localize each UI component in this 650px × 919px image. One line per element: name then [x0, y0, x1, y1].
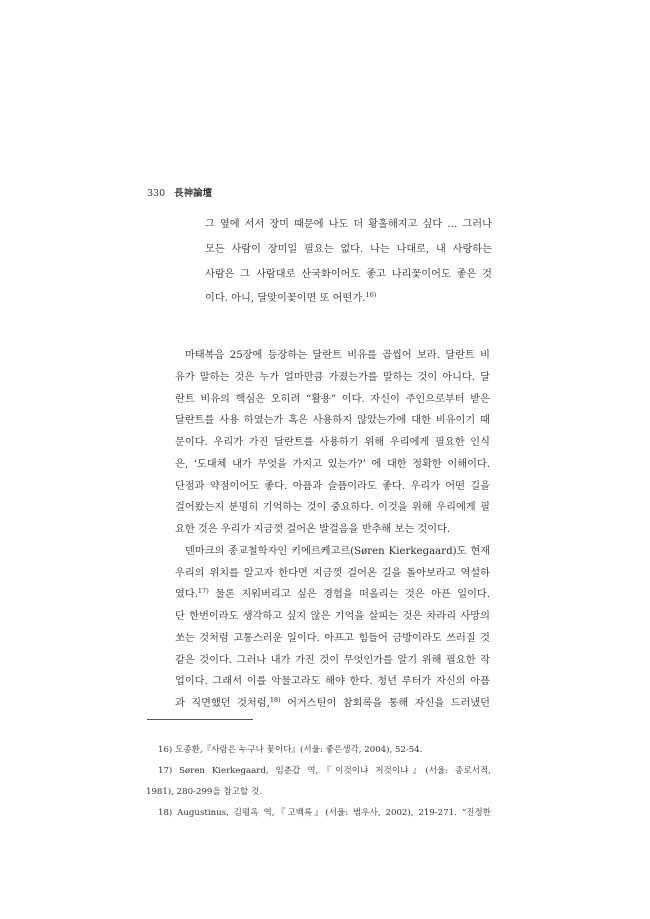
footnote-ref-16[interactable]: 16) [365, 291, 377, 300]
body-line: 문이다. 우리가 가진 달란트를 사용하기 위해 우리에게 필요한 인식 [175, 437, 490, 448]
footnote-ref-17[interactable]: 17) [197, 587, 209, 596]
body-line: 걸어왔는지 분명히 기억하는 것이 중요하다. 이것을 위해 우리에게 필 [175, 502, 490, 514]
body-line: 쏘는 것처럼 고통스러운 일이다. 아프고 힘들어 금방이라도 쓰러질 것 [175, 632, 490, 644]
body-line: 요한 것은 우리가 지금껏 걸어온 발걸음을 반추해 보는 것이다. [175, 524, 451, 535]
body-text-run: 과 직면했던 것처럼, [175, 698, 270, 709]
body-line: 같은 것이다. 그러나 내가 가진 것이 무엇인가를 알기 위해 필요한 작 [175, 654, 490, 666]
quote-line-text: 이다. 아니, 달맞이꽃이면 또 어떤가. [205, 293, 366, 305]
body-line: 우리의 위치를 알고자 한다면 지금껏 걸어온 길을 돌아보라고 역설하 [175, 567, 490, 579]
body-line: 란트 비유의 핵심은 오히려 “활용” 이다. 자신이 주인으로부터 받은 [175, 393, 490, 405]
body-text [175, 345, 490, 715]
quote-line: 사람은 그 사람대로 산국화이어도 좋고 나리꽃이어도 좋은 것 [205, 268, 492, 280]
body-text-run: 였다. [175, 589, 198, 601]
quote-line: 그 옆에 서서 장미 때문에 나도 더 황홀해지고 싶다 … 그러나 [205, 219, 492, 230]
footnote-18: 18) Augustinus, 김평옥 역,『고백록』(서울: 범우사, 2002), 219-271. “진정한 [158, 808, 491, 818]
block-quote [205, 213, 492, 312]
body-line: 은, ‘도대체 내가 무엇을 가지고 있는가?’ 에 대한 정확한 이해이다. [175, 458, 490, 470]
quote-line: 모든 사람이 장미일 필요는 없다. 나는 나대로, 내 사랑하는 [205, 243, 492, 255]
running-header [147, 185, 212, 199]
body-text-run: 물론 지워버리고 싶은 경험을 떠올리는 것은 아픈 일이다. [208, 589, 490, 601]
footnote-ref-18[interactable]: 18) [269, 696, 281, 704]
footnote-17: 17) Søren Kierkegaard, 임춘갑 역,『이것이냐 저것이냐』(서울: 종로서적, [158, 766, 491, 776]
body-line: 마태복음 25장에 등장하는 달란트 비유를 곱씹어 보라. 달란트 비 [185, 350, 490, 361]
body-line: 단 한번이라도 생각하고 싶지 않은 기억을 살피는 것은 차라리 사망의 [175, 611, 490, 622]
body-line: 유가 말하는 것은 누가 얼마만큼 가졌는가를 말하는 것이 아니다. 달 [175, 371, 490, 383]
body-text-run: 어거스틴이 참회록을 통해 자신을 드러냈던 [280, 698, 490, 709]
journal-title: 長神論壇 [174, 188, 213, 199]
footnotes [146, 740, 491, 824]
footnote-17-continued: 1981), 280-299을 참고할 것. [146, 787, 263, 797]
body-line: 단점과 약점이어도 좋다. 아픔과 슬픔이라도 좋다. 우리가 어떤 길을 [175, 480, 490, 492]
body-line [175, 693, 490, 715]
body-line: 덴마크의 종교철학자인 키에르케고르(Søren Kierkegaard)도 현재 [185, 545, 490, 557]
footnote-divider [147, 719, 253, 720]
body-line: 업이다. 그래서 이를 악물고라도 해야 한다. 청년 루터가 자신의 아픔 [175, 676, 490, 688]
footnote-16: 16) 도종환,『사람은 누구나 꽃이다』(서울: 좋은생각, 2004), 52-54. [158, 745, 423, 755]
quote-line-last [205, 287, 492, 312]
body-line: 달란트를 사용 하였는가 혹은 사용하지 않았는가에 대한 비유이기 때 [175, 415, 490, 427]
body-line [175, 584, 490, 606]
page-number: 330 [147, 188, 166, 199]
